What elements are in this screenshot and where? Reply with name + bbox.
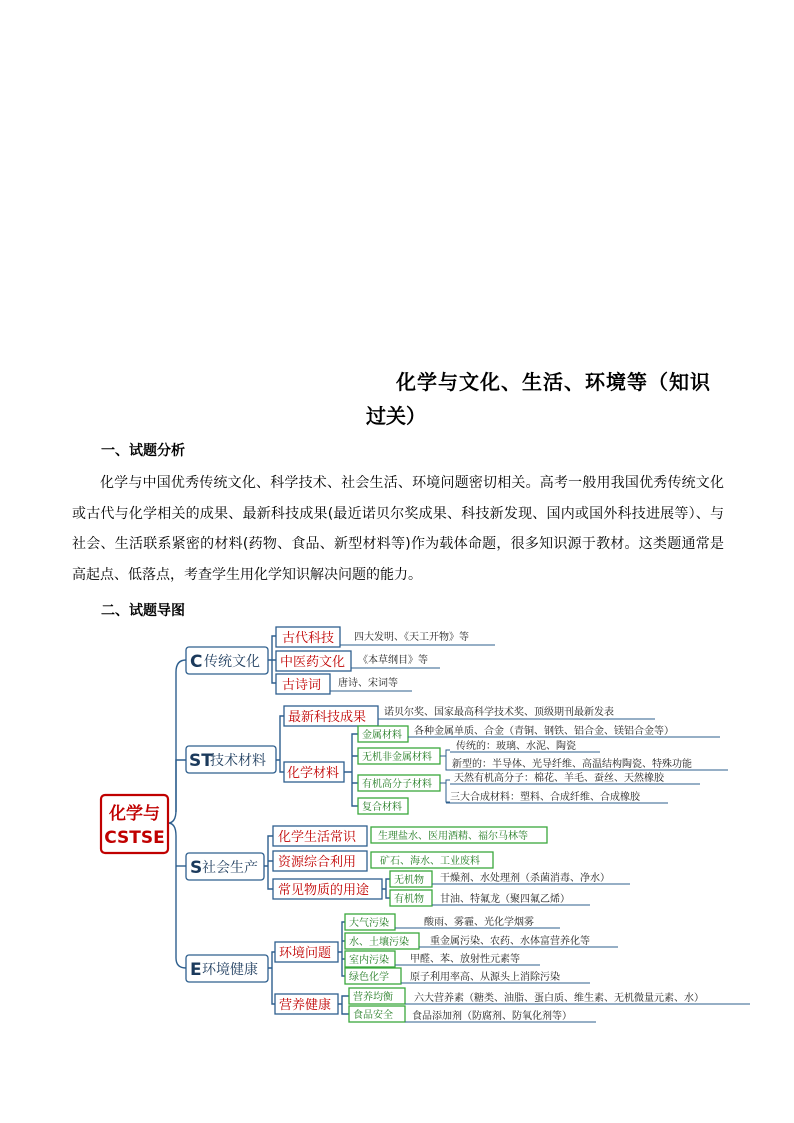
st-label-materials: 化学材料 <box>287 766 340 781</box>
e-note-food-safety: 食品添加剂（防腐剂、防氧化剂等） <box>412 1011 572 1022</box>
e-label-water-soil: 水、土壤污染 <box>349 937 409 948</box>
s-label-inorganic: 无机物 <box>394 875 424 886</box>
c-note-ancient-tech: 四大发明、《天工开物》等 <box>354 632 469 643</box>
st-label-composite: 复合材料 <box>362 802 402 813</box>
s-note-life: 生理盐水、医用酒精、福尔马林等 <box>378 831 528 842</box>
c-label-poetry: 古诗词 <box>282 678 322 693</box>
e-label-green: 绿色化学 <box>349 972 389 983</box>
root-label-line1: 化学与 <box>109 804 160 824</box>
s-label-organic: 有机物 <box>394 894 424 905</box>
branch-st-letter: ST <box>189 751 213 771</box>
e-label-food-safety: 食品安全 <box>353 1010 393 1021</box>
st-label-latest: 最新科技成果 <box>288 710 367 725</box>
e-note-indoor: 甲醛、苯、放射性元素等 <box>410 954 520 965</box>
e-label-balance: 营养均衡 <box>353 992 393 1003</box>
branch-st-label: 技术材料 <box>210 753 266 769</box>
c-note-poetry: 唐诗、宋词等 <box>338 678 398 689</box>
e-label-indoor: 室内污染 <box>349 955 389 966</box>
analysis-paragraph: 化学与中国优秀传统文化、科学技术、社会生活、环境问题密切相关。高考一般用我国优秀传统文化或古代与化学相关的成果、最新科技成果(最近诺贝尔奖成果、科技新发现、国内或国外科技进展等）、与社会、生活联系紧密的材料(药物、食品、新型材料等)作为载体命题，很多知识源于教材。这类题通常是高起点、低落点，考查学生用化学知识解决问题的能力。 <box>72 475 724 583</box>
s-label-uses: 常见物质的用途 <box>278 883 370 898</box>
st-label-inorganic: 无机非金属材料 <box>362 752 432 763</box>
st-note-polymer-synthetic: 三大合成材料：塑料、合成纤维、合成橡胶 <box>450 792 640 803</box>
st-note-latest: 诺贝尔奖、国家最高科学技术奖、顶级期刊最新发表 <box>384 707 614 718</box>
e-label-environment: 环境问题 <box>279 946 332 961</box>
c-note-tcm: 《本草纲目》等 <box>358 655 428 666</box>
st-note-inorganic-new: 新型的：半导体、光导纤维、高温结构陶瓷、特殊功能 <box>452 759 692 770</box>
st-note-metal: 各种金属单质、合金（青铜、钢铁、铝合金、镁铝合金等） <box>414 726 674 737</box>
section-heading-mindmap: 二、试题导图 <box>101 603 185 619</box>
s-note-inorganic: 干燥剂、水处理剂（杀菌消毒、净水） <box>440 873 610 884</box>
branch-s-letter: S <box>190 858 203 878</box>
branch-s-label: 社会生产 <box>202 860 258 876</box>
e-note-balance: 六大营养素（糖类、油脂、蛋白质、维生素、无机微量元素、水） <box>414 993 704 1004</box>
c-label-tcm: 中医药文化 <box>280 655 346 670</box>
root-label-line2: CSTSE <box>104 828 165 848</box>
st-note-inorganic-traditional: 传统的：玻璃、水泥、陶瓷 <box>456 741 576 752</box>
branch-c-letter: C <box>190 652 203 672</box>
branch-e-letter: E <box>190 960 202 980</box>
s-label-life: 化学生活常识 <box>278 830 357 845</box>
section-heading-analysis: 一、试题分析 <box>101 443 185 459</box>
st-note-polymer-natural: 天然有机高分子：棉花、羊毛、蚕丝、天然橡胶 <box>454 773 664 784</box>
st-label-polymer: 有机高分子材料 <box>362 779 432 790</box>
e-note-air: 酸雨、雾霾、光化学烟雾 <box>424 917 534 928</box>
s-note-organic: 甘油、特氟龙（聚四氟乙烯） <box>440 894 570 905</box>
branch-e-label: 环境健康 <box>202 962 258 978</box>
e-note-green: 原子利用率高、从源头上消除污染 <box>410 972 560 983</box>
e-note-water-soil: 重金属污染、农药、水体富营养化等 <box>430 936 590 947</box>
branch-c-label: 传统文化 <box>204 654 260 670</box>
s-note-resources: 矿石、海水、工业废料 <box>380 856 480 867</box>
e-label-air: 大气污染 <box>349 918 389 929</box>
page-title-continued: 过关） <box>366 404 426 428</box>
st-label-metal: 金属材料 <box>362 730 402 741</box>
c-label-ancient-tech: 古代科技 <box>282 631 335 646</box>
e-label-nutrition: 营养健康 <box>279 998 332 1013</box>
s-label-resources: 资源综合利用 <box>278 855 357 870</box>
page-title: 化学与文化、生活、环境等（知识 <box>396 370 711 394</box>
